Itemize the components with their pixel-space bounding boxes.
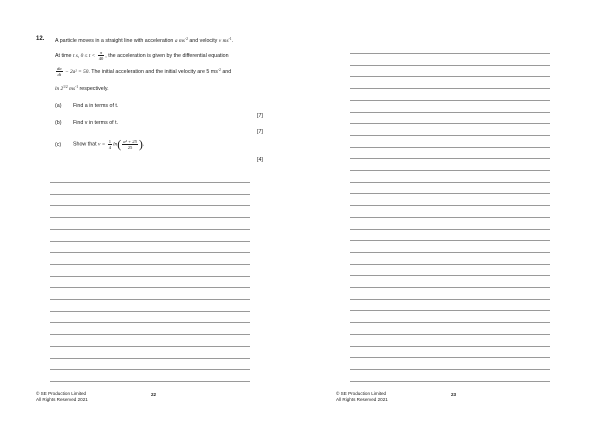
- footer-company: © SE Production Limited: [336, 391, 387, 396]
- time-prefix: At time: [55, 52, 72, 59]
- answer-line[interactable]: [350, 182, 550, 183]
- answer-line[interactable]: [350, 275, 550, 276]
- answer-line[interactable]: [50, 381, 250, 382]
- answer-line[interactable]: [50, 299, 250, 300]
- part-c-label: (c): [55, 142, 62, 148]
- part-c-marks: [4]: [257, 157, 263, 163]
- part-b-marks: [7]: [257, 129, 263, 135]
- var-a: a: [174, 38, 178, 44]
- time-var: t s,: [72, 52, 80, 59]
- intro-text-a: A particle moves in a straight line with acceleration: [55, 38, 174, 44]
- ln-unit-exp: -1: [75, 85, 79, 89]
- footer-rights: All Rights Reserved 2021: [336, 397, 388, 402]
- left-footer: [36, 391, 88, 403]
- unit-acc: ms: [178, 38, 185, 44]
- answer-line[interactable]: [50, 346, 250, 347]
- page-number-right: 23: [451, 392, 457, 397]
- answer-line[interactable]: [350, 193, 550, 194]
- answer-line[interactable]: [350, 229, 550, 230]
- answer-line[interactable]: [350, 65, 550, 66]
- answer-line[interactable]: [50, 358, 250, 359]
- ln-exp: 1/2: [63, 85, 68, 89]
- paren-close: ): [138, 137, 143, 151]
- answer-line[interactable]: [50, 229, 250, 230]
- answer-line[interactable]: [50, 241, 250, 242]
- answer-line[interactable]: [350, 158, 550, 159]
- ln-text: ln 2: [55, 86, 64, 92]
- formula-ratio: $\frac{\text{a² + 25}}{25}$: [123, 138, 137, 150]
- answer-line[interactable]: [50, 194, 250, 195]
- answer-line[interactable]: [50, 276, 250, 277]
- answer-line[interactable]: [350, 369, 550, 370]
- answer-line[interactable]: [350, 205, 550, 206]
- unit-acc-exp: -2: [184, 37, 188, 41]
- part-a-text: Find a in terms of t.: [73, 103, 119, 109]
- time-suffix: , the acceleration is given by the differential equation: [105, 52, 229, 59]
- right-footer: [336, 391, 388, 403]
- answer-line[interactable]: [50, 334, 250, 335]
- initial-exp: -2: [217, 67, 221, 72]
- answer-line[interactable]: [50, 322, 250, 323]
- part-a-marks: [7]: [257, 113, 263, 119]
- unit-vel-exp: -1: [228, 37, 232, 41]
- part-c-statement: Show that v = $\frac{1}{4}$ ln( $\frac{\text{a² + 25}}{25}$ ).: [73, 137, 145, 151]
- answer-line[interactable]: [350, 53, 550, 54]
- answer-line[interactable]: [50, 287, 250, 288]
- ln-suffix: respectively.: [79, 86, 109, 92]
- right-page: [300, 0, 600, 424]
- answer-line[interactable]: [350, 264, 550, 265]
- answer-line[interactable]: [50, 205, 250, 206]
- unit-vel: ms: [222, 38, 229, 44]
- page-number-left: 22: [151, 392, 157, 397]
- footer-rights: All Rights Reserved 2021: [36, 397, 88, 402]
- answer-line[interactable]: [50, 217, 250, 218]
- answer-line[interactable]: [50, 311, 250, 312]
- answer-line[interactable]: [50, 369, 250, 370]
- initial-text: . The initial acceleration and the initial velocity are 5 ms: [88, 68, 218, 75]
- footer-company: © SE Production Limited: [36, 391, 87, 396]
- answer-line[interactable]: [350, 240, 550, 241]
- time-range: 0 ≤ t <: [80, 52, 96, 59]
- de-fraction: $\frac{da}{dt}$: [57, 66, 62, 77]
- answer-line[interactable]: [350, 346, 550, 347]
- part-b-text: Find v in terms of t.: [73, 120, 119, 126]
- answer-line[interactable]: [350, 170, 550, 171]
- answer-line[interactable]: [350, 88, 550, 89]
- part-a-label: (a): [55, 103, 62, 109]
- answer-line[interactable]: [350, 135, 550, 136]
- answer-line[interactable]: [350, 287, 550, 288]
- answer-line[interactable]: [350, 299, 550, 300]
- formula-lhs: v =: [98, 141, 106, 148]
- answer-line[interactable]: [50, 252, 250, 253]
- time-fraction: $\frac{\pi}{40}$: [98, 50, 104, 61]
- answer-line[interactable]: [350, 334, 550, 335]
- part-c-text: Show that: [73, 141, 97, 148]
- question-number: 12.: [36, 36, 45, 42]
- part-b-label: (b): [55, 120, 62, 126]
- answer-line[interactable]: [50, 182, 250, 183]
- var-v: v: [218, 38, 222, 44]
- right-answer-lines[interactable]: [350, 0, 550, 424]
- de-rest: − 2a² = 50: [65, 68, 89, 75]
- formula-ln: ln: [113, 141, 118, 148]
- answer-line[interactable]: [350, 310, 550, 311]
- answer-line[interactable]: [350, 357, 550, 358]
- answer-line[interactable]: [350, 147, 550, 148]
- answer-line[interactable]: [350, 112, 550, 113]
- answer-line[interactable]: [350, 252, 550, 253]
- ln-unit: ms: [69, 86, 76, 92]
- answer-line[interactable]: [350, 123, 550, 124]
- answer-line[interactable]: [350, 381, 550, 382]
- intro-text-b: and velocity: [189, 38, 218, 44]
- formula-coeff: $\frac{1}{4}$: [108, 138, 112, 150]
- answer-line[interactable]: [350, 100, 550, 101]
- answer-line[interactable]: [350, 322, 550, 323]
- initial-and: and: [222, 68, 232, 75]
- question-intro: A particle moves in a straight line with acceleration a $ms^{-2}$ and velocity v $ms^{-1}$.: [55, 37, 234, 44]
- left-answer-lines[interactable]: [50, 0, 250, 424]
- answer-line[interactable]: [50, 264, 250, 265]
- answer-line[interactable]: [350, 217, 550, 218]
- answer-line[interactable]: [350, 76, 550, 77]
- paren-open: (: [117, 137, 122, 151]
